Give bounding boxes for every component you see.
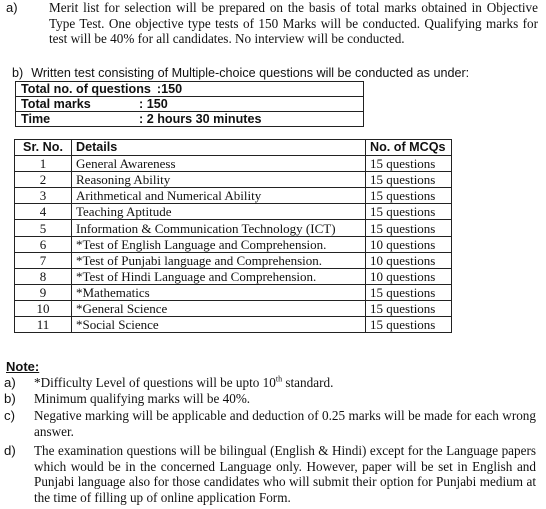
note-item bbox=[4, 375, 536, 391]
sr-no-cell: 6 bbox=[15, 236, 72, 252]
info-row bbox=[16, 112, 364, 127]
note-text: Minimum qualifying marks will be 40%. bbox=[34, 391, 251, 406]
mcq-row bbox=[15, 284, 452, 300]
mcq-row bbox=[15, 268, 452, 284]
details-cell: Arithmetical and Numerical Ability bbox=[72, 188, 366, 204]
details-cell: Reasoning Ability bbox=[72, 172, 366, 188]
note-title: Note: bbox=[6, 359, 40, 374]
mcq-row bbox=[15, 156, 452, 172]
para-a-label: a) bbox=[6, 0, 18, 15]
info-key: Total no. of questions bbox=[21, 82, 151, 96]
details-cell: Information & Communication Technology (ICT) bbox=[72, 220, 366, 236]
info-row bbox=[16, 97, 364, 112]
sr-no-cell: 1 bbox=[15, 156, 72, 172]
mcq-row bbox=[15, 188, 452, 204]
mcq-row bbox=[15, 220, 452, 236]
note-item bbox=[4, 391, 536, 407]
header-sr-no: Sr. No. bbox=[15, 140, 72, 156]
details-cell: *Test of Punjabi language and Comprehension. bbox=[72, 252, 366, 268]
details-cell: *Social Science bbox=[72, 317, 366, 333]
mcqs-cell: 15 questions bbox=[366, 284, 452, 300]
mcq-row bbox=[15, 317, 452, 333]
sr-no-cell: 8 bbox=[15, 268, 72, 284]
para-b-label: b) bbox=[12, 66, 24, 80]
note-text: Negative marking will be applicable and deduction of 0.25 marks will be made for each wrong answer. bbox=[34, 408, 536, 439]
sr-no-cell: 2 bbox=[15, 172, 72, 188]
mcqs-cell: 15 questions bbox=[366, 317, 452, 333]
para-b-text: Written test consisting of Multiple-choice questions will be conducted as under: bbox=[31, 66, 470, 80]
mcq-header-row bbox=[15, 140, 452, 156]
sr-no-cell: 4 bbox=[15, 204, 72, 220]
mcqs-cell: 10 questions bbox=[366, 252, 452, 268]
mcq-row bbox=[15, 236, 452, 252]
mcqs-cell: 15 questions bbox=[366, 220, 452, 236]
note-label: a) bbox=[4, 375, 16, 390]
details-cell: *Test of Hindi Language and Comprehension. bbox=[72, 268, 366, 284]
note-item bbox=[4, 408, 536, 442]
mcq-row bbox=[15, 252, 452, 268]
details-cell: General Awareness bbox=[72, 156, 366, 172]
mcq-row bbox=[15, 204, 452, 220]
info-value: : 150 bbox=[139, 97, 168, 111]
note-item bbox=[4, 443, 536, 509]
mcqs-cell: 15 questions bbox=[366, 204, 452, 220]
header-mcqs: No. of MCQs bbox=[366, 140, 452, 156]
sr-no-cell: 7 bbox=[15, 252, 72, 268]
para-b bbox=[12, 66, 469, 80]
info-value: :150 bbox=[156, 82, 183, 96]
info-value: : 2 hours 30 minutes bbox=[139, 112, 262, 126]
note-text: The examination questions will be bilingual (English & Hindi) except for the Language papers which would be in the concerned Language only. However, paper will be set in English and Punjabi language also for those candidates who will submit their option for Punjabi medium at the time of filling up of online application Form. bbox=[34, 443, 536, 505]
note-label: d) bbox=[4, 443, 16, 458]
details-cell: *Mathematics bbox=[72, 284, 366, 300]
mcqs-cell: 10 questions bbox=[366, 236, 452, 252]
mcqs-cell: 10 questions bbox=[366, 268, 452, 284]
sr-no-cell: 11 bbox=[15, 317, 72, 333]
details-cell: *General Science bbox=[72, 300, 366, 316]
test-info-table bbox=[15, 81, 364, 127]
sr-no-cell: 3 bbox=[15, 188, 72, 204]
sr-no-cell: 10 bbox=[15, 300, 72, 316]
details-cell: Teaching Aptitude bbox=[72, 204, 366, 220]
header-details: Details bbox=[72, 140, 366, 156]
info-key: Time bbox=[21, 112, 51, 126]
note-text: *Difficulty Level of questions will be upto 10th standard. bbox=[34, 374, 334, 390]
mcq-row bbox=[15, 300, 452, 316]
info-row bbox=[16, 82, 364, 97]
mcqs-cell: 15 questions bbox=[366, 172, 452, 188]
details-cell: *Test of English Language and Comprehension. bbox=[72, 236, 366, 252]
mcqs-cell: 15 questions bbox=[366, 300, 452, 316]
mcqs-cell: 15 questions bbox=[366, 188, 452, 204]
info-key: Total marks bbox=[21, 97, 91, 111]
mcqs-cell: 15 questions bbox=[366, 156, 452, 172]
mcq-table bbox=[14, 139, 452, 333]
mcq-body bbox=[15, 156, 452, 333]
note-label: c) bbox=[4, 408, 15, 423]
sr-no-cell: 5 bbox=[15, 220, 72, 236]
note-label: b) bbox=[4, 391, 16, 406]
mcq-row bbox=[15, 172, 452, 188]
para-a-text: Merit list for selection will be prepared on the basis of total marks obtained in Objective Type Test. One objective type tests of 150 Marks will be conducted. Qualifying marks for test will be 40% for all candidates. No interview will be conducted. bbox=[49, 0, 538, 46]
sr-no-cell: 9 bbox=[15, 284, 72, 300]
